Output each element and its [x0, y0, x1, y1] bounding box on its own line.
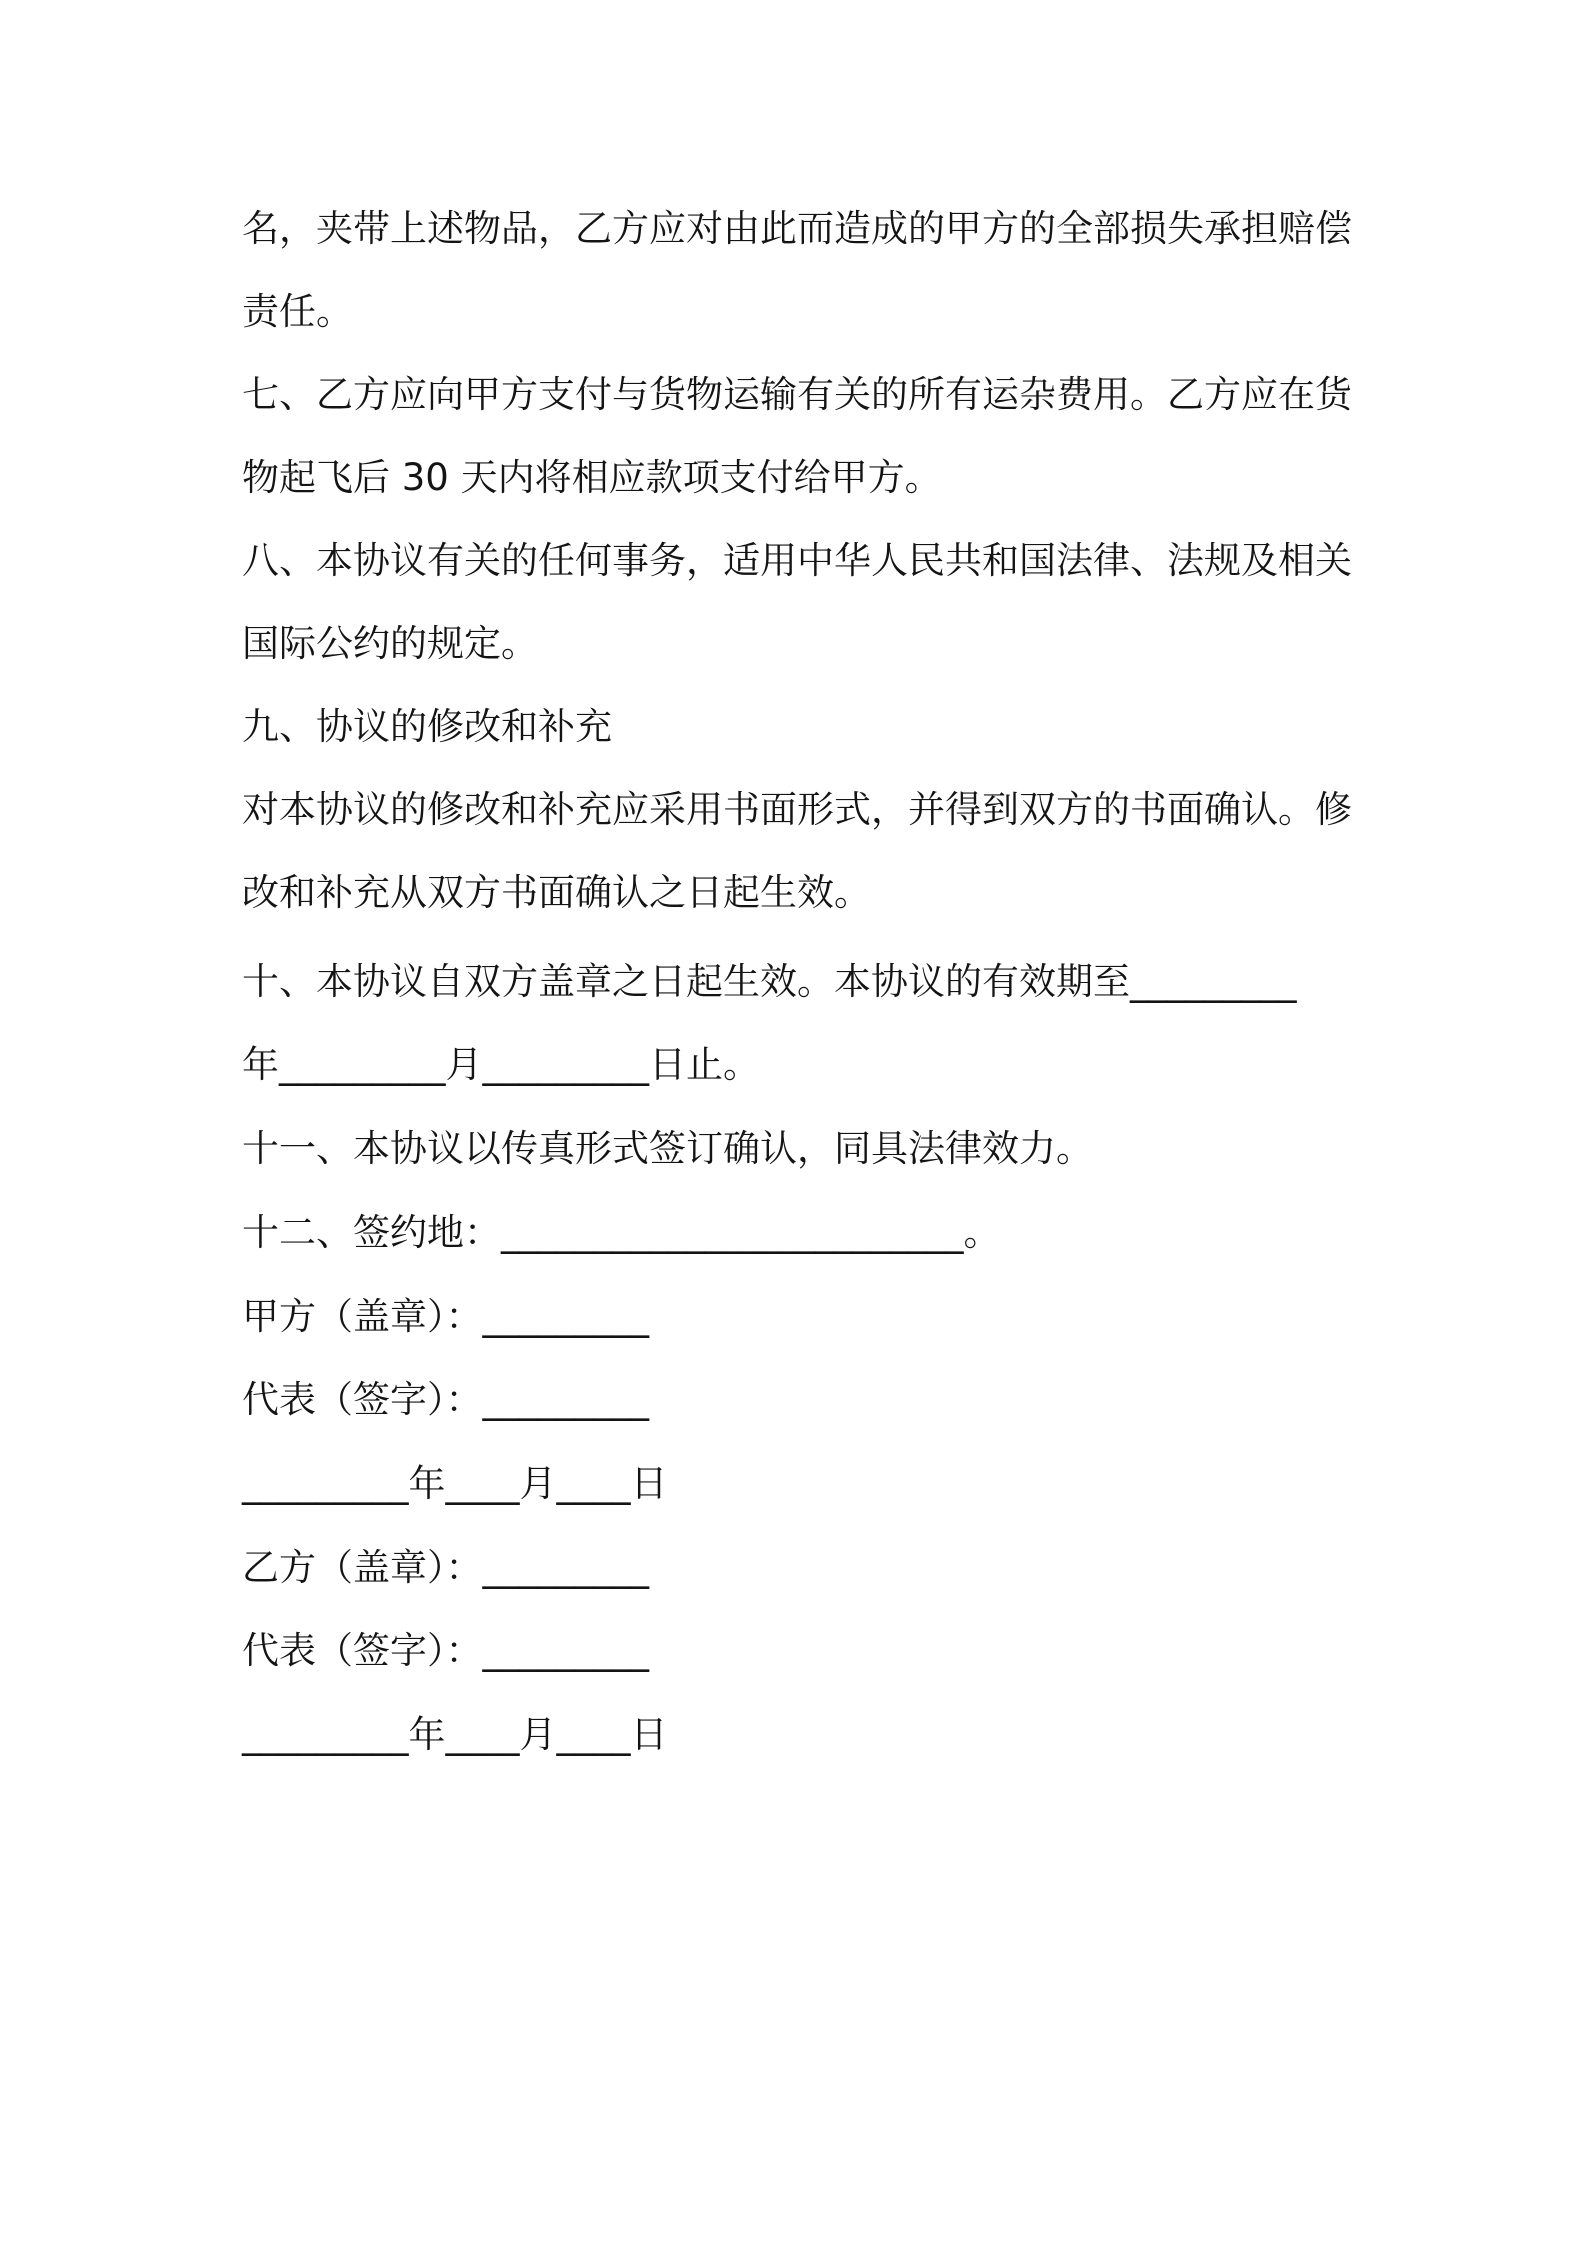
clause-10-line-2: 年_________月_________日止。 [242, 1043, 760, 1086]
clause-9-heading: 九、协议的修改和补充 [242, 705, 612, 748]
party-b-date: _________年____月____日 [242, 1713, 668, 1756]
party-a-seal: 甲方（盖章）：_________ [242, 1295, 649, 1338]
clause-10-line-1: 十、本协议自双方盖章之日起生效。本协议的有效期至_________ [242, 960, 1297, 1003]
clause-11: 十一、本协议以传真形式签订确认，同具法律效力。 [242, 1127, 1093, 1170]
party-a-date: _________年____月____日 [242, 1462, 668, 1505]
clause-7-line-1: 七、乙方应向甲方支付与货物运输有关的所有运杂费用。乙方应在货 [242, 373, 1352, 416]
clause-6-continued-line-2: 责任。 [242, 290, 353, 333]
party-a-representative: 代表（签字）：_________ [242, 1378, 649, 1421]
clause-8-line-1: 八、本协议有关的任何事务，适用中华人民共和国法律、法规及相关 [242, 539, 1352, 582]
clause-6-continued-line-1: 名，夹带上述物品，乙方应对由此而造成的甲方的全部损失承担赔偿 [242, 207, 1352, 250]
clause-12-signing-place: 十二、签约地：_________________________。 [242, 1211, 1001, 1254]
party-b-representative: 代表（签字）：_________ [242, 1629, 649, 1672]
clause-9-body-line-2: 改和补充从双方书面确认之日起生效。 [242, 871, 871, 914]
clause-8-line-2: 国际公约的规定。 [242, 622, 538, 665]
clause-7-line-2: 物起飞后 30 天内将相应款项支付给甲方。 [242, 456, 942, 499]
clause-9-body-line-1: 对本协议的修改和补充应采用书面形式，并得到双方的书面确认。修 [242, 788, 1352, 831]
party-b-seal: 乙方（盖章）：_________ [242, 1546, 649, 1589]
